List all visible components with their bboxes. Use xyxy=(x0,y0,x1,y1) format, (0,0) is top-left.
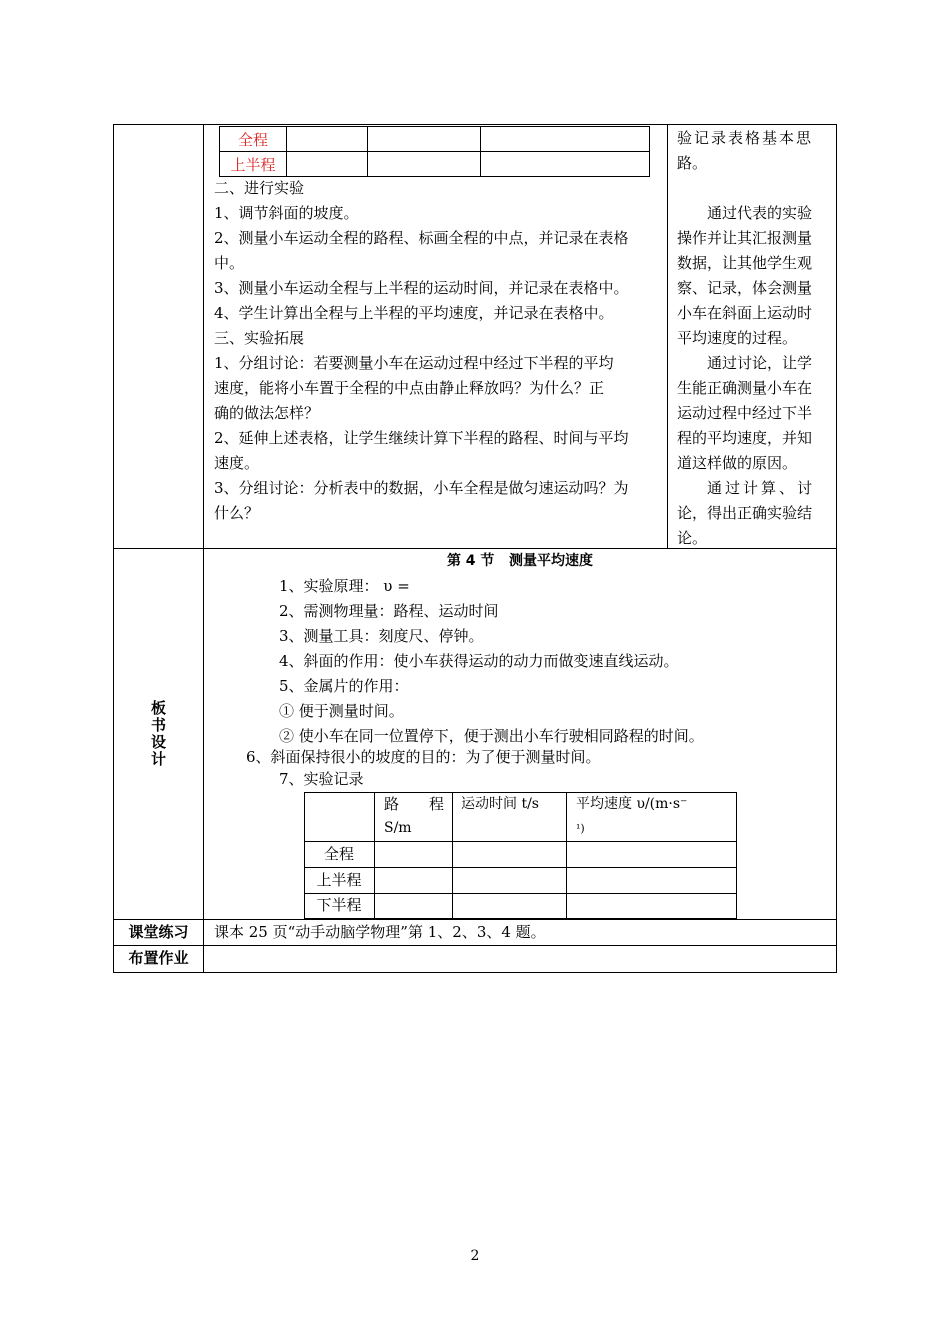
intent-line: 数据，让其他学生观 xyxy=(677,254,813,272)
step-line: 4、学生计算出全程与上半程的平均速度，并记录在表格中。 xyxy=(214,304,614,322)
inner-record-table-top xyxy=(219,126,650,177)
extension-line: 什么？ xyxy=(214,504,260,522)
step-line: 3、测量小车运动全程与上半程的运动时间，并记录在表格中。 xyxy=(214,279,629,297)
step-line: 中。 xyxy=(214,254,245,272)
intent-line: 运动过程中经过下半 xyxy=(677,404,813,422)
board-item: 7、实验记录 xyxy=(279,770,364,788)
board-item: 1、实验原理： υ = xyxy=(279,577,410,595)
intent-column-divider xyxy=(667,124,668,549)
intent-line: 程的平均速度，并知 xyxy=(677,429,813,447)
extension-line: 速度。 xyxy=(214,454,260,472)
header-distance-a: 路 xyxy=(384,795,400,813)
outer-border-top xyxy=(113,124,837,125)
row-label-first-half: 上半程 xyxy=(316,871,362,889)
board-label-char: 书 xyxy=(150,716,166,734)
page-number: 2 xyxy=(470,1248,480,1264)
row-divider-homework xyxy=(113,945,837,946)
extension-heading: 三、实验拓展 xyxy=(214,329,305,347)
practice-label: 课堂练习 xyxy=(128,923,189,941)
board-label xyxy=(114,700,203,768)
board-item: 6、斜面保持很小的坡度的目的：为了便于测量时间。 xyxy=(246,748,601,766)
step-line: 2、测量小车运动全程的路程、标画全程的中点，并记录在表格 xyxy=(214,229,629,247)
board-item: ① 便于测量时间。 xyxy=(279,702,404,720)
board-label-char: 计 xyxy=(150,750,166,768)
row-label-full: 全程 xyxy=(220,127,287,152)
record-table xyxy=(304,792,737,919)
homework-label: 布置作业 xyxy=(128,949,189,967)
intent-line: 生能正确测量小车在 xyxy=(677,379,813,397)
step-line: 1、调节斜面的坡度。 xyxy=(214,204,359,222)
row-label-first-half: 上半程 xyxy=(220,152,287,177)
intent-line: 验记录表格基本思 xyxy=(677,129,814,147)
board-item: 4、斜面的作用：使小车获得运动的动力而做变速直线运动。 xyxy=(279,652,679,670)
intent-line: 论，得出正确实验结 xyxy=(677,504,813,522)
board-label-char: 设 xyxy=(150,733,166,751)
intent-line: 察、记录，体会测量 xyxy=(677,279,813,297)
board-title: 第 4 节 测量平均速度 xyxy=(446,553,594,569)
intent-line: 通过计算、讨 xyxy=(707,479,816,497)
intent-line: 操作并让其汇报测量 xyxy=(677,229,813,247)
intent-line: 通过讨论，让学 xyxy=(707,354,813,372)
extension-line: 1、分组讨论：若要测量小车在运动过程中经过下半程的平均 xyxy=(214,354,614,372)
board-item: 2、需测物理量：路程、运动时间 xyxy=(279,602,499,620)
extension-line: 速度，能将小车置于全程的中点由静止释放吗？为什么？正 xyxy=(214,379,605,397)
intent-line: 小车在斜面上运动时 xyxy=(677,304,813,322)
outer-border-bottom xyxy=(113,972,837,973)
header-speed-b: ¹) xyxy=(576,822,585,835)
intent-line: 通过代表的实验 xyxy=(707,204,813,222)
board-item: 3、测量工具：刻度尺、停钟。 xyxy=(279,627,484,645)
intent-line: 路。 xyxy=(677,154,708,172)
intent-line: 平均速度的过程。 xyxy=(677,329,798,347)
header-distance-unit: S/m xyxy=(384,820,412,836)
extension-line: 2、延伸上述表格，让学生继续计算下半程的路程、时间与平均 xyxy=(214,429,629,447)
board-label-char: 板 xyxy=(150,699,166,717)
row-label-full: 全程 xyxy=(323,845,354,863)
board-item: 5、金属片的作用： xyxy=(279,677,409,695)
header-distance-b: 程 xyxy=(429,795,445,813)
header-speed-a: 平均速度 υ/(m·s⁻ xyxy=(576,796,688,812)
table-row xyxy=(220,152,650,177)
intent-line: 道这样做的原因。 xyxy=(677,454,798,472)
table-row xyxy=(220,127,650,152)
extension-line: 3、分组讨论：分析表中的数据，小车全程是做匀速运动吗？为 xyxy=(214,479,629,497)
practice-content: 课本 25 页“动手动脑学物理”第 1、2、3、4 题。 xyxy=(214,923,546,941)
extension-line: 确的做法怎样？ xyxy=(214,404,320,422)
board-item: ② 使小车在同一位置停下，便于测出小车行驶相同路程的时间。 xyxy=(279,727,704,745)
row-label-second-half: 下半程 xyxy=(316,896,362,914)
steps-heading: 二、进行实验 xyxy=(214,179,305,197)
header-time: 运动时间 t/s xyxy=(461,796,539,812)
intent-line: 论。 xyxy=(677,529,708,547)
